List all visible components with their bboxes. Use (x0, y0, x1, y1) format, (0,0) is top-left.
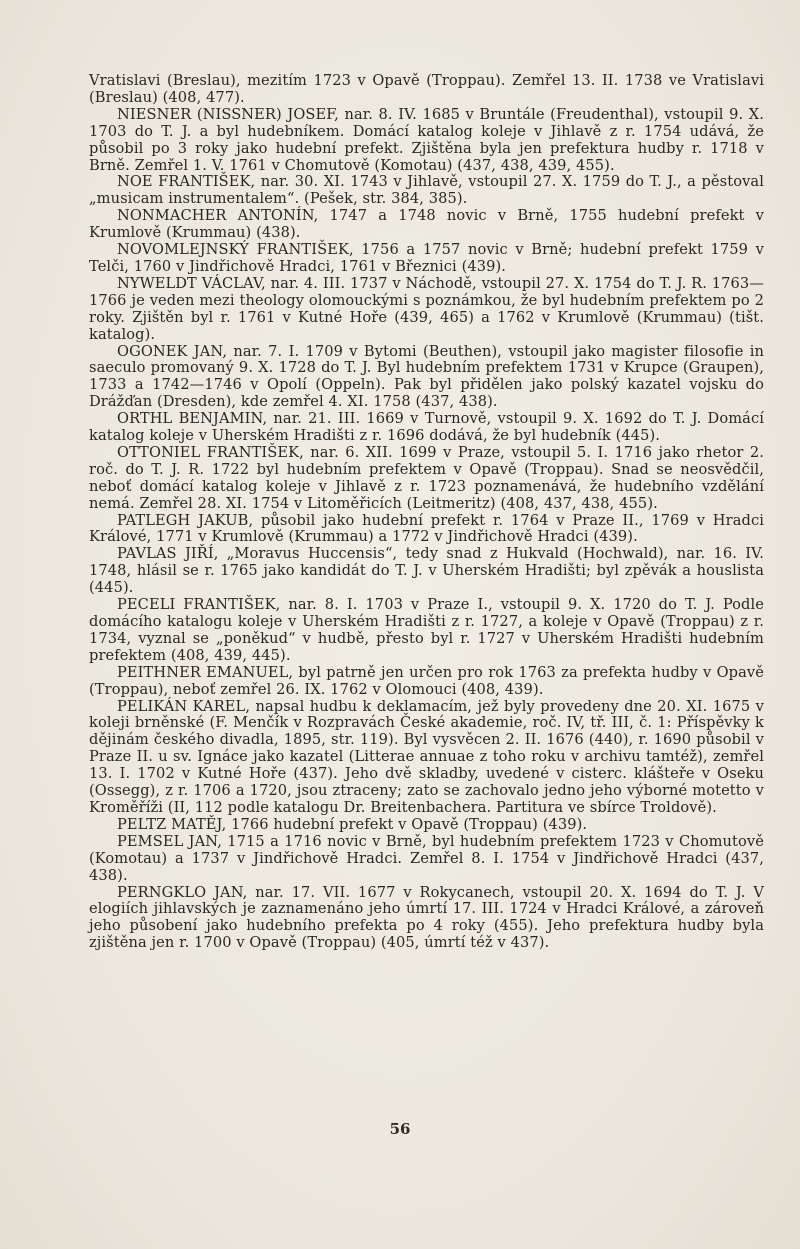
page-number: 56 (389, 1120, 411, 1138)
entry-nonmacher: NONMACHER ANTONÍN, 1747 a 1748 novic v Brně, 1755 hudební prefekt v Krumlově (Krummau) (438). (89, 207, 764, 242)
entry-pemsel: PEMSEL JAN, 1715 a 1716 novic v Brně, byl hudebním prefektem 1723 v Chomutově (Komotau) a 1737 v Jindřichově Hradci. Zemřel 8. I. 1754 v Jindřichově Hradci (437, 438). (89, 832, 764, 884)
entry-pavlas: PAVLAS JIŘÍ, „Moravus Huccensis“, tedy snad z Hukvald (Hochwald), nar. 16. IV. 1748, hlásil se r. 1765 jako kandidát do T. J. v Uherském Hradišti; byl zpěvák a houslista (445). (89, 545, 764, 597)
entry-niesner: NIESNER (NISSNER) JOSEF, nar. 8. IV. 1685 v Bruntále (Freudenthal), vstoupil 9. X. 1703 do T. J. a byl hudebníkem. Domácí katalog koleje v Jihlavě z r. 1754 udává, že působil po 3 roky jako hudební prefekt. Zjištěna byla jen prefektura hudby r. 1718 v Brně. Zemřel 1. V. 1761 v Chomutově (Komotau) (437, 438, 439, 455). (89, 105, 764, 174)
entry-ottoniel: OTTONIEL FRANTIŠEK, nar. 6. XII. 1699 v Praze, vstoupil 5. I. 1716 jako rhetor 2. roč. do T. J. R. 1722 byl hudebním prefektem v Opavě (Troppau). Snad se neosvědčil, neboť domácí katalog koleje v Jihlavě z r. 1723 poznamenává, že hudebního vzdělání nemá. Zemřel 28. XI. 1754 v Litoměřicích (Leitmeritz) (408, 437, 438, 455). (89, 443, 764, 512)
entry-perngklo: PERNGKLO JAN, nar. 17. VII. 1677 v Rokycanech, vstoupil 20. X. 1694 do T. J. V elogiích jihlavských je zaznamenáno jeho úmrtí 17. III. 1724 v Hradci Králové, a zároveň jeho působení jako hudebního prefekta po 4 roky (455). Jeho prefektura hudby byla zjištěna jen r. 1700 v Opavě (Troppau) (405, úmrtí též v 437). (89, 883, 764, 952)
entry-ogonek: OGONEK JAN, nar. 7. I. 1709 v Bytomi (Beuthen), vstoupil jako magister filosofie in saeculo promovaný 9. X. 1728 do T. J. Byl hudebním prefektem 1731 v Krupce (Graupen), 1733 a 1742—1746 v Opolí (Oppeln). Pak byl přidělen jako polský kazatel vojsku do Drážďan (Dresden), kde zemřel 4. XI. 1758 (437, 438). (89, 342, 764, 411)
entry-noe: NOE FRANTIŠEK, nar. 30. XI. 1743 v Jihlavě, vstoupil 27. X. 1759 do T. J., a pěstoval „musicam instrumentalem“. (Pešek, str. 384, 385). (89, 173, 764, 208)
entry-peltz: PELTZ MATĚJ, 1766 hudební prefekt v Opavě (Troppau) (439). (117, 815, 588, 833)
entry-nyweldt: NYWELDT VÁCLAV, nar. 4. III. 1737 v Náchodě, vstoupil 27. X. 1754 do T. J. R. 1763—1766 je veden mezi theology olomouckými s poznámkou, že byl hudebním prefektem po 2 roky. Zjištěn byl r. 1761 v Kutné Hoře (439, 465) a 1762 v Krumlově (Krummau) (tišt. katalog). (89, 274, 764, 343)
body-text (89, 73, 764, 952)
entry-novomlejnsky: NOVOMLEJNSKÝ FRANTIŠEK, 1756 a 1757 novic v Brně; hudební prefekt 1759 v Telči, 1760 v Jindřichově Hradci, 1761 v Březnici (439). (89, 241, 764, 275)
entry-peithner: PEITHNER EMANUEL, byl patrně jen určen pro rok 1763 za prefekta hudby v Opavě (Troppau), neboť zemřel 26. IX. 1762 v Olomouci (408, 439). (89, 663, 764, 698)
entry-continuation: Vratislavi (Breslau), mezitím 1723 v Opavě (Troppau). Zemřel 13. II. 1738 ve Vratislavi (Breslau) (408, 477). (89, 72, 764, 106)
entry-orthl: ORTHL BENJAMIN, nar. 21. III. 1669 v Turnově, vstoupil 9. X. 1692 do T. J. Domácí katalog koleje v Uherském Hradišti z r. 1696 dodává, že byl hudebník (445). (89, 410, 764, 445)
entry-patlegh: PATLEGH JAKUB, působil jako hudební prefekt r. 1764 v Praze II., 1769 v Hradci Králové, 1771 v Krumlově (Krummau) a 1772 v Jindřichově Hradci (439). (89, 511, 764, 546)
entry-pelikan: PELIKÁN KAREL, napsal hudbu k deklamacím, jež byly provedeny dne 20. XI. 1675 v koleji brněnské (F. Menčík v Rozpravách České akademie, roč. IV, tř. III, č. 1: Příspěvky k dějinám českého divadla, 1895, str. 119). Byl vysvěcen 2. II. 1676 (440), r. 1690 působil v Praze II. u sv. Ignáce jako kazatel (Litterae annuae z toho roku v archivu tamtéž), zemřel 13. I. 1702 v Kutné Hoře (437). Jeho dvě skladby, uvedené v cisterc. klášteře v Oseku (Ossegg), z r. 1706 a 1720, jsou ztraceny; zato se zachovalo jedno jeho výborné motetto v Kroměříži (II, 112 podle katalogu Dr. Breitenbachera. Partitura ve sbírce Troldově). (89, 697, 764, 816)
entry-peceli: PECELI FRANTIŠEK, nar. 8. I. 1703 v Praze I., vstoupil 9. X. 1720 do T. J. Podle domácího katalogu koleje v Uherském Hradišti z r. 1727, a koleje v Opavě (Troppau) z r. 1734, vyznal se „poněkud“ v hudbě, přesto byl r. 1727 v Uherském Hradišti hudebním prefektem (408, 439, 445). (89, 596, 764, 664)
